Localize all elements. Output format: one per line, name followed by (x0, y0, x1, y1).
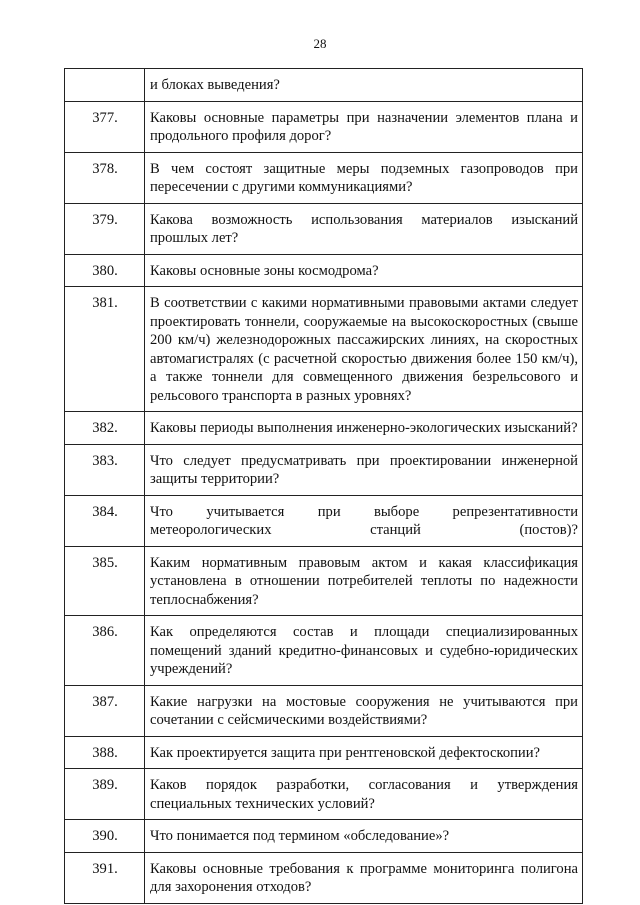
question-text: Каким нормативным правовым актом и какая классификация установлена в отношении потребителей теплоты по надежности теплоснабжения? (145, 546, 583, 616)
question-text: Как определяются состав и площади специализированных помещений зданий кредитно-финансовых и судебно-юридических учреждений? (145, 616, 583, 686)
question-row (65, 152, 583, 203)
question-number: 384. (65, 495, 145, 546)
question-number: 377. (65, 101, 145, 152)
question-row (65, 287, 583, 412)
question-row (65, 852, 583, 903)
question-row (65, 69, 583, 102)
question-row (65, 495, 583, 546)
questions-table (64, 68, 583, 904)
question-text: Что следует предусматривать при проектировании инженерной защиты территории? (145, 444, 583, 495)
question-number: 378. (65, 152, 145, 203)
questions-table-body (65, 69, 583, 904)
question-number: 386. (65, 616, 145, 686)
question-row (65, 685, 583, 736)
question-number: 381. (65, 287, 145, 412)
question-row (65, 444, 583, 495)
question-row (65, 101, 583, 152)
question-number: 390. (65, 820, 145, 853)
question-text: Что учитывается при выборе репрезентативности метеорологических станций (постов)? (145, 495, 583, 546)
question-text: и блоках выведения? (145, 69, 583, 102)
question-number (65, 69, 145, 102)
question-number: 382. (65, 412, 145, 445)
question-row (65, 820, 583, 853)
question-text: Как проектируется защита при рентгеновской дефектоскопии? (145, 736, 583, 769)
question-number: 388. (65, 736, 145, 769)
question-text: Каковы основные требования к программе мониторинга полигона для захоронения отходов? (145, 852, 583, 903)
question-number: 391. (65, 852, 145, 903)
page-number: 28 (313, 36, 327, 51)
question-number: 383. (65, 444, 145, 495)
question-number: 379. (65, 203, 145, 254)
question-row (65, 412, 583, 445)
question-text: Какова возможность использования материалов изысканий прошлых лет? (145, 203, 583, 254)
question-text: Какие нагрузки на мостовые сооружения не учитываются при сочетании с сейсмическими воздействиями? (145, 685, 583, 736)
question-row (65, 203, 583, 254)
question-text: Что понимается под термином «обследование»? (145, 820, 583, 853)
question-text: Каковы периоды выполнения инженерно-экологических изысканий? (145, 412, 583, 445)
question-number: 387. (65, 685, 145, 736)
question-text: Каковы основные зоны космодрома? (145, 254, 583, 287)
question-row (65, 736, 583, 769)
question-text: В соответствии с какими нормативными правовыми актами следует проектировать тоннели, сооружаемые на высокоскоростных (свыше 200 км/ч) железнодорожных пассажирских линиях, на скоростных автомагистралях (с расчетной скоростью движения более 150 км/ч), а также тоннели для совмещенного движения безрельсового и рельсового транспорта в разных уровнях? (145, 287, 583, 412)
question-row (65, 254, 583, 287)
question-number: 380. (65, 254, 145, 287)
question-number: 389. (65, 769, 145, 820)
question-text: Каков порядок разработки, согласования и утверждения специальных технических условий? (145, 769, 583, 820)
question-row (65, 769, 583, 820)
question-text: Каковы основные параметры при назначении элементов плана и продольного профиля дорог? (145, 101, 583, 152)
question-row (65, 546, 583, 616)
question-row (65, 616, 583, 686)
question-text: В чем состоят защитные меры подземных газопроводов при пересечении с другими коммуникациями? (145, 152, 583, 203)
question-number: 385. (65, 546, 145, 616)
